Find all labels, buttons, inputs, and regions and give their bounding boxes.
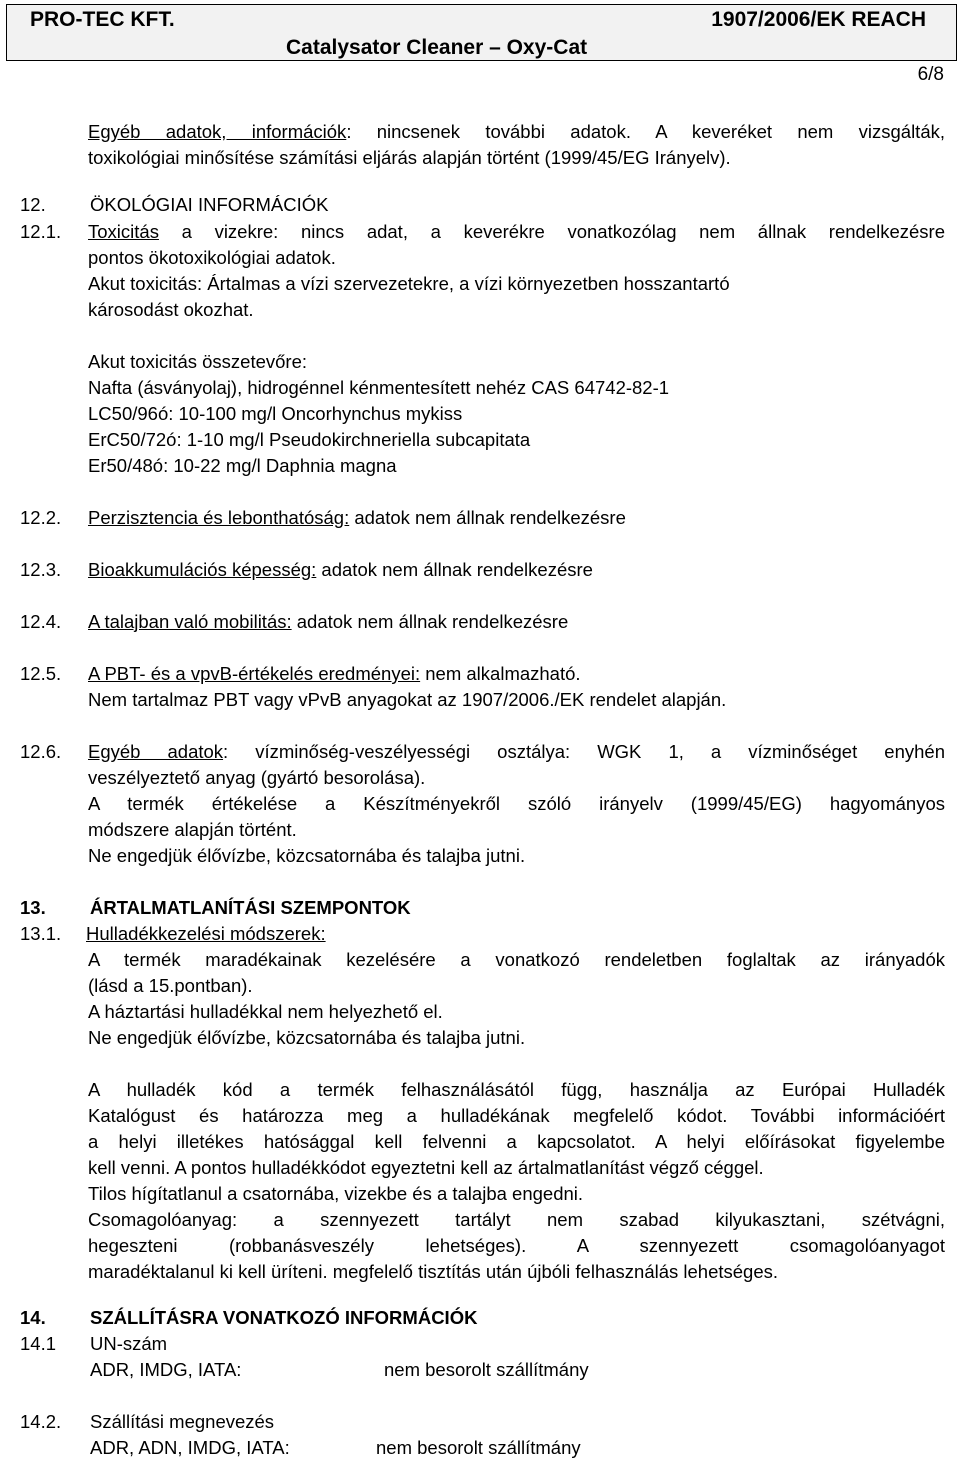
section-14-2-label: Szállítási megnevezés: [90, 1411, 275, 1432]
section-12-3-num: 12.3.: [20, 559, 62, 580]
shipping-name-value: nem besorolt szállítmány: [376, 1437, 581, 1458]
section-12-6-num: 12.6.: [20, 741, 62, 762]
toxicity-label: Toxicitás: [88, 221, 159, 242]
section-13-num: 13.: [20, 897, 46, 918]
waste-para-line-8: maradéktalanul ki kell üríteni. megfelelő tisztítás után újbóli felhasználás lehetséges.: [88, 1261, 779, 1282]
company-name: PRO-TEC KFT.: [30, 8, 175, 31]
section-12-6-line-1: Egyéb adatok: vízminőség-veszélyességi osztálya: WGK 1, a vízminőséget enyhén: [88, 741, 945, 762]
section-12-1-line-3: Akut toxicitás: Ártalmas a vízi szervezetekre, a vízi környezetben hosszantartó: [88, 273, 730, 294]
section-12-4-text: A talajban való mobilitás: adatok nem állnak rendelkezésre: [88, 611, 569, 632]
regulation-ref: 1907/2006/EK REACH: [711, 8, 926, 31]
intro-line-1: Egyéb adatok, információk: nincsenek további adatok. A keveréket nem vizsgálták,: [88, 121, 945, 142]
section-14-2-num: 14.2.: [20, 1411, 62, 1432]
section-12-5-text: A PBT- és a vpvB-értékelés eredményei: nem alkalmazható.: [88, 663, 581, 684]
section-14-1-label: UN-szám: [90, 1333, 168, 1354]
waste-para-line-4: kell venni. A pontos hulladékkódot egyeztetni kell az ártalmatlanítást végző céggel.: [88, 1157, 764, 1178]
intro-line-2: toxikológiai minősítése számítási eljárás alapján történt (1999/45/EG Irányelv).: [88, 147, 731, 168]
section-12-5-line-2: Nem tartalmaz PBT vagy vPvB anyagokat az 1907/2006./EK rendelet alapján.: [88, 689, 727, 710]
waste-para-line-6: Csomagolóanyag: a szennyezett tartályt nem szabad kilyukasztani, szétvágni,: [88, 1209, 945, 1230]
section-13-1-line-3: A háztartási hulladékkal nem helyezhető el.: [88, 1001, 443, 1022]
waste-para-line-5: Tilos hígítatlanul a csatornába, vizekbe és a talajba engedni.: [88, 1183, 584, 1204]
waste-para-line-2: Katalógust és határozza meg a hulladékának megfelelő kódot. További információért: [88, 1105, 945, 1126]
product-name: Catalysator Cleaner – Oxy-Cat: [286, 36, 588, 59]
section-13-title: ÁRTALMATLANÍTÁSI SZEMPONTOK: [90, 897, 411, 918]
component-line-1: Nafta (ásványolaj), hidrogénnel kénmentesített nehéz CAS 64742-82-1: [88, 377, 670, 398]
section-14-num: 14.: [20, 1307, 46, 1328]
section-13-1-line-2: (lásd a 15.pontban).: [88, 975, 253, 996]
section-12-1-line-4: károsodást okozhat.: [88, 299, 254, 320]
waste-para-line-7: hegeszteni (robbanásveszély lehetséges). A szennyezett csomagolóanyagot: [88, 1235, 945, 1256]
section-12-6-line-5: Ne engedjük élővízbe, közcsatornába és talajba jutni.: [88, 845, 526, 866]
section-12-1-line-2: pontos ökotoxikológiai adatok.: [88, 247, 336, 268]
intro-label: Egyéb adatok, információk: [88, 121, 347, 142]
section-14-1-num: 14.1: [20, 1333, 57, 1354]
section-12-2-text: Perzisztencia és lebonthatóság: adatok nem állnak rendelkezésre: [88, 507, 626, 528]
section-12-2-num: 12.2.: [20, 507, 62, 528]
section-12-1-num: 12.1.: [20, 221, 62, 242]
section-13-1-num: 13.1.: [20, 923, 62, 944]
section-12-1-line-1: Toxicitás a vizekre: nincs adat, a keverékre vonatkozólag nem állnak rendelkezésre: [88, 221, 945, 242]
section-12-6-line-2: veszélyeztető anyag (gyártó besorolása).: [88, 767, 426, 788]
component-line-3: ErC50/72ó: 1-10 mg/l Pseudokirchneriella subcapitata: [88, 429, 531, 450]
un-number-value: nem besorolt szállítmány: [384, 1359, 589, 1380]
component-title: Akut toxicitás összetevőre:: [88, 351, 308, 372]
section-12-5-num: 12.5.: [20, 663, 62, 684]
section-13-1-line-1: A termék maradékainak kezelésére a vonatkozó rendeletben foglaltak az irányadók: [88, 949, 945, 970]
section-12-3-text: Bioakkumulációs képesség: adatok nem állnak rendelkezésre: [88, 559, 593, 580]
component-line-2: LC50/96ó: 10-100 mg/l Oncorhynchus mykiss: [88, 403, 463, 424]
section-12-num: 12.: [20, 194, 46, 215]
waste-para-line-3: a helyi illetékes hatósággal kell felvenni a kapcsolatot. A helyi előírásokat figyelembe: [88, 1131, 945, 1152]
section-12-6-line-3: A termék értékelése a Készítményekről szóló irányelv (1999/45/EG) hagyományos: [88, 793, 945, 814]
page-number: 6/8: [917, 64, 944, 85]
section-14-title: SZÁLLÍTÁSRA VONATKOZÓ INFORMÁCIÓK: [90, 1307, 478, 1328]
un-number-key: ADR, IMDG, IATA:: [90, 1359, 242, 1380]
section-12-title: ÖKOLÓGIAI INFORMÁCIÓK: [90, 194, 329, 215]
shipping-name-key: ADR, ADN, IMDG, IATA:: [90, 1437, 290, 1458]
section-12-6-line-4: módszere alapján történt.: [88, 819, 297, 840]
component-line-4: Er50/48ó: 10-22 mg/l Daphnia magna: [88, 455, 397, 476]
section-13-1-line-4: Ne engedjük élővízbe, közcsatornába és talajba jutni.: [88, 1027, 526, 1048]
section-13-1-label: Hulladékkezelési módszerek:: [86, 923, 326, 944]
waste-para-line-1: A hulladék kód a termék felhasználásától függ, használja az Európai Hulladék: [88, 1079, 945, 1100]
section-12-4-num: 12.4.: [20, 611, 62, 632]
